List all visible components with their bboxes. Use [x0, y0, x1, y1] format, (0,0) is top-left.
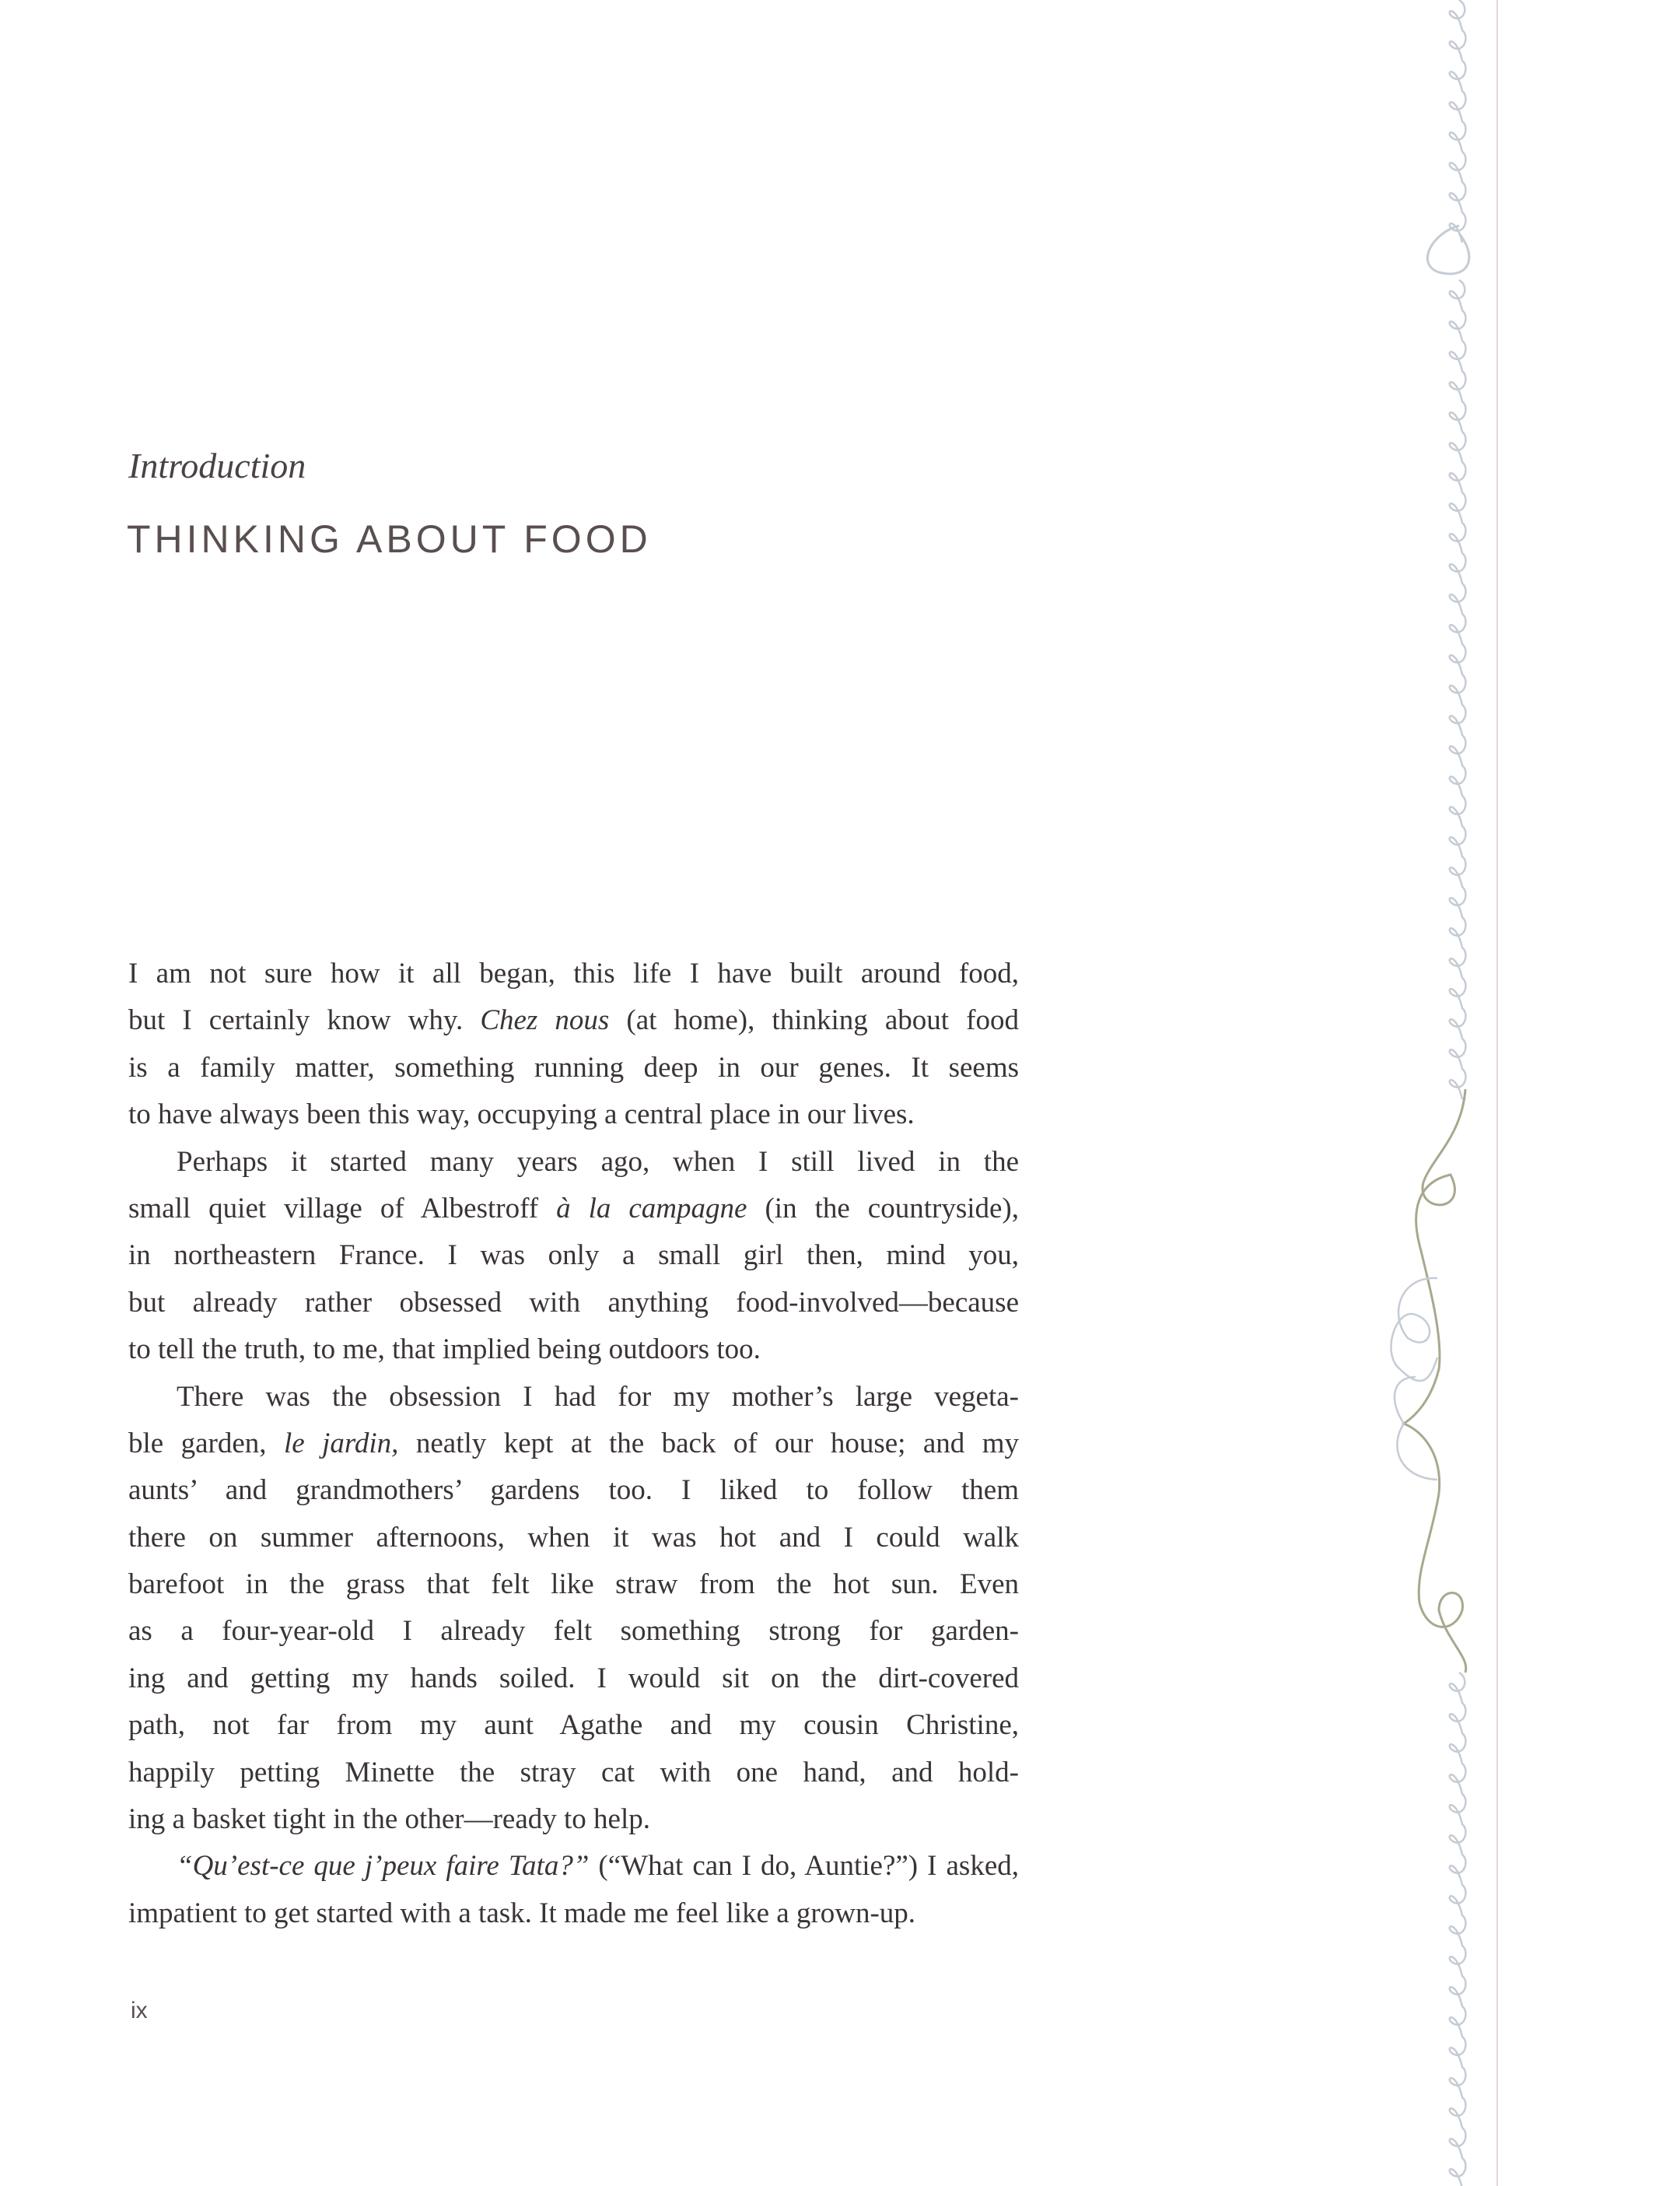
vine-loop-chain: [1450, 0, 1466, 243]
vine-curl: [1427, 226, 1468, 274]
italic-phrase: “Qu’est-ce que j’peux faire Tata?”: [177, 1850, 590, 1883]
vine-loop-chain: [1450, 1673, 1466, 2186]
text-run: (at home), thinking about food: [609, 1004, 1019, 1037]
text-line: [128, 1091, 1019, 1138]
text-run: impatient to get started with a task. It made me feel like a grown-up.: [128, 1897, 916, 1929]
text-line: [128, 997, 1019, 1044]
text-run: in northeastern France. I was only a small girl then, mind you,: [128, 1239, 1019, 1272]
vine-stem: [1404, 1089, 1466, 1673]
text-line: [128, 1421, 1019, 1467]
text-line: [128, 1608, 1019, 1655]
text-line: [128, 1232, 1019, 1279]
text-line: [128, 1045, 1019, 1091]
italic-phrase: le jardin,: [283, 1427, 399, 1459]
text-run: but already rather obsessed with anything food-involved—because: [128, 1286, 1019, 1319]
text-line: [128, 1139, 1019, 1186]
text-run: I am not sure how it all began, this life I have built around food,: [128, 958, 1019, 990]
page-edge-rule: [1496, 0, 1498, 2186]
text-run: barefoot in the grass that felt like straw from the hot sun. Even: [128, 1568, 1019, 1601]
text-line: [128, 1280, 1019, 1326]
text-run: happily petting Minette the stray cat with one hand, and hold-: [128, 1756, 1019, 1788]
text-run: (“What can I do, Auntie?”) I asked,: [589, 1850, 1019, 1883]
text-run: path, not far from my aunt Agathe and my cousin Christine,: [128, 1709, 1019, 1742]
text-line: [128, 1890, 1019, 1937]
text-run: to have always been this way, occupying a central place in our lives.: [128, 1098, 915, 1131]
text-run: Perhaps it started many years ago, when I still lived in the: [177, 1145, 1019, 1178]
text-line: [128, 1515, 1019, 1561]
text-run: small quiet village of Albestroff: [128, 1192, 557, 1224]
text-line: [128, 1186, 1019, 1232]
text-line: [128, 951, 1019, 997]
page-number: ix: [131, 1998, 148, 2023]
text-line: [128, 1374, 1019, 1421]
text-line: [128, 1750, 1019, 1796]
text-line: [128, 1796, 1019, 1843]
text-run: ing a basket tight in the other—ready to help.: [128, 1803, 650, 1836]
text-run: as a four-year-old I already felt something strong for garden-: [128, 1615, 1019, 1648]
italic-phrase: à la campagne: [556, 1192, 747, 1224]
text-line: [128, 1843, 1019, 1890]
text-run: but I certainly know why.: [128, 1004, 481, 1037]
section-label: Introduction: [128, 446, 306, 485]
text-run: ble garden,: [128, 1427, 284, 1459]
text-run: ing and getting my hands soiled. I would sit on the dirt-covered: [128, 1662, 1019, 1694]
text-run: there on summer afternoons, when it was hot and I could walk: [128, 1521, 1019, 1554]
text-run: aunts’ and grandmothers’ gardens too. I liked to follow them: [128, 1474, 1019, 1507]
text-run: There was the obsession I had for my mother’s large vegeta-: [177, 1380, 1019, 1413]
text-line: [128, 1561, 1019, 1608]
chapter-title: THINKING ABOUT FOOD: [127, 517, 652, 561]
decorative-vine-border: [1384, 0, 1493, 2186]
text-run: is a family matter, something running deep in our genes. It seems: [128, 1051, 1019, 1084]
body-text: [128, 951, 1019, 1937]
text-line: [128, 1326, 1019, 1373]
text-run: neatly kept at the back of our house; and my: [398, 1427, 1019, 1459]
vine-loop-chain: [1450, 280, 1466, 1099]
text-run: to tell the truth, to me, that implied being outdoors too.: [128, 1333, 761, 1366]
text-line: [128, 1702, 1019, 1749]
text-run: (in the countryside),: [747, 1192, 1019, 1224]
text-line: [128, 1467, 1019, 1514]
text-line: [128, 1655, 1019, 1702]
italic-phrase: Chez nous: [480, 1004, 610, 1037]
